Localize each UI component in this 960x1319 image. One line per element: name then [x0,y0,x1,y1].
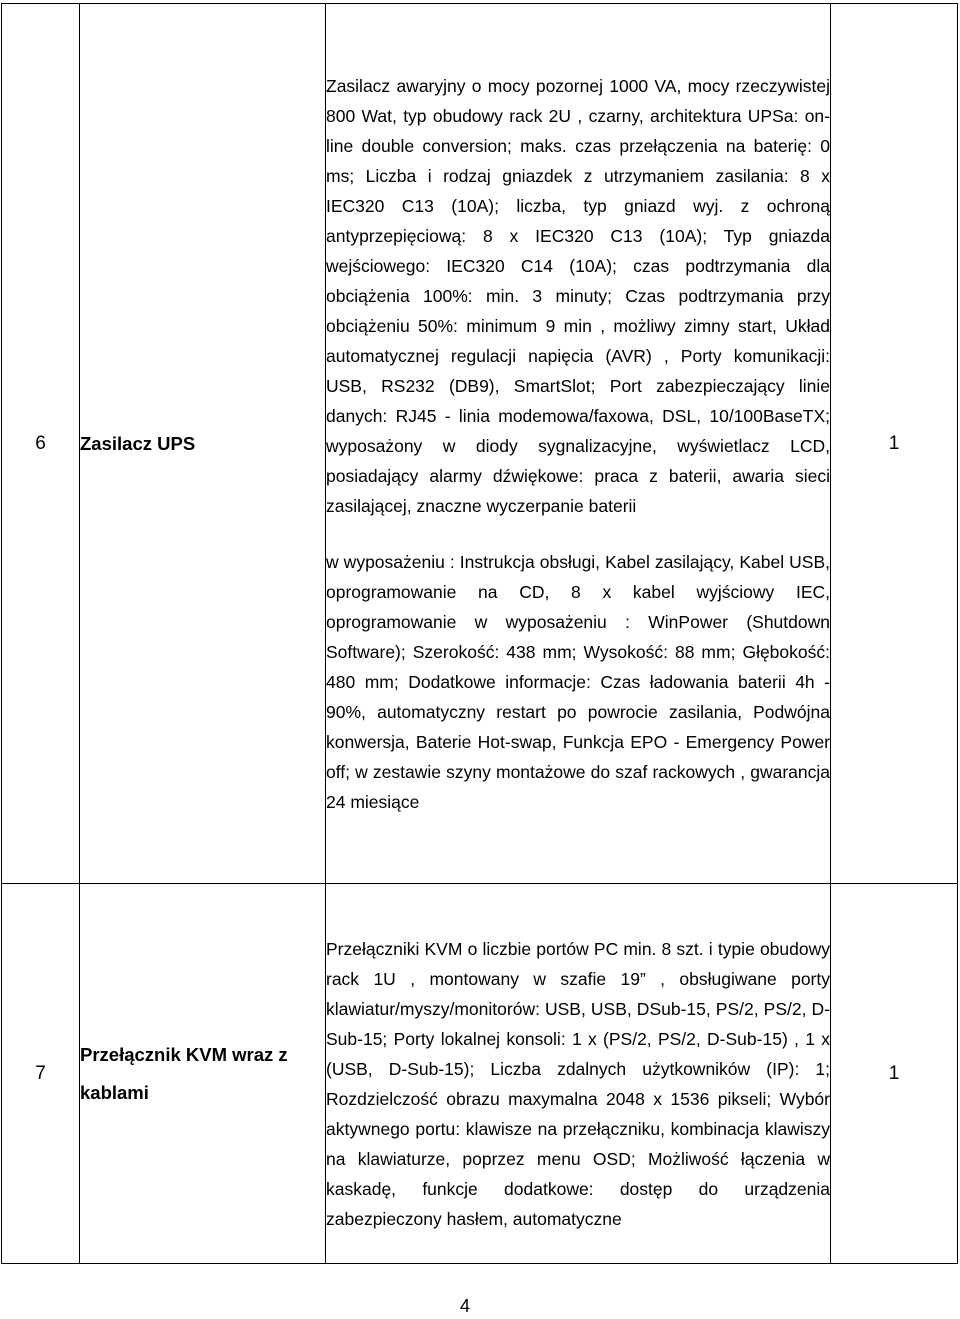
description-paragraph: w wyposażeniu : Instrukcja obsługi, Kabel zasilający, Kabel USB, oprogramowanie na CD, 8 x kabel wyjściowy IEC, oprogramowanie w wyposażeniu : WinPower (Shutdown Software); Szerokość: 438 mm; Wysokość: 88 mm; Głębokość: 480 mm; Dodatkowe informacje: Czas ładowania baterii 4h - 90%, automatyczny restart po powrocie zasilania, Podwójna konwersja, Baterie Hot-swap, Funkcja EPO - Emergency Power off; w zestawie szyny montażowe do szaf rackowych , gwarancja 24 miesiące [326,551,830,812]
item-description [326,4,831,884]
description-paragraph: Zasilacz awaryjny o mocy pozornej 1000 VA, mocy rzeczywistej 800 Wat, typ obudowy rack 2U , czarny, architektura UPSa: on-line double conversion; maks. czas przełączenia na baterię: 0 ms; Liczba i rodzaj gniazdek z utrzymaniem zasilania: 8 x IEC320 C13 (10A); liczba, typ gniazd wyj. z ochroną antyprzepięciową: 8 x IEC320 C13 (10A); Typ gniazda wejściowego: IEC320 C14 (10A); czas podtrzymania dla obciążenia 100%: min. 3 minuty; Czas podtrzymania przy obciążeniu 50%: minimum 9 min , możliwy zimny start, Układ automatycznej regulacji napięcia (AVR) , Porty komunikacji: USB, RS232 (DB9), SmartSlot; Port zabezpieczający linie danych: RJ45 - linia modemowa/faxowa, DSL, 10/100BaseTX; wyposażony w diody sygnalizacyjne, wyświetlacz LCD, posiadający alarmy dźwiękowe: praca z baterii, awaria sieci zasilającej, znaczne wyczerpanie baterii [326,75,830,516]
item-description [326,884,831,1264]
table-row [2,4,958,884]
item-name: Zasilacz UPS [80,4,326,884]
row-number: 7 [2,884,80,1264]
item-quantity: 1 [831,884,958,1264]
row-number: 6 [2,4,80,884]
item-quantity: 1 [831,4,958,884]
item-name: Przełącznik KVM wraz z kablami [80,884,326,1264]
page-number: 4 [459,1296,470,1316]
specification-table [1,3,958,1264]
table-row [2,884,958,1264]
description-paragraph: Przełączniki KVM o liczbie portów PC min. 8 szt. i typie obudowy rack 1U , montowany w szafie 19” , obsługiwane porty klawiatur/myszy/monitorów: USB, USB, DSub-15, PS/2, PS/2, D-Sub-15; Porty lokalnej konsoli: 1 x (PS/2, PS/2, D-Sub-15) , 1 x (USB, D-Sub-15); Liczba zdalnych użytkowników (IP): 1; Rozdzielczość obrazu maxymalna 2048 x 1536 pikseli; Wybór aktywnego portu: klawisze na przełączniku, kombinacja klawiszy na klawiaturze, poprzez menu OSD; Możliwość łączenia w kaskadę, funkcje dodatkowe: dostęp do urządzenia zabezpieczony hasłem, automatyczne [326,938,830,1229]
